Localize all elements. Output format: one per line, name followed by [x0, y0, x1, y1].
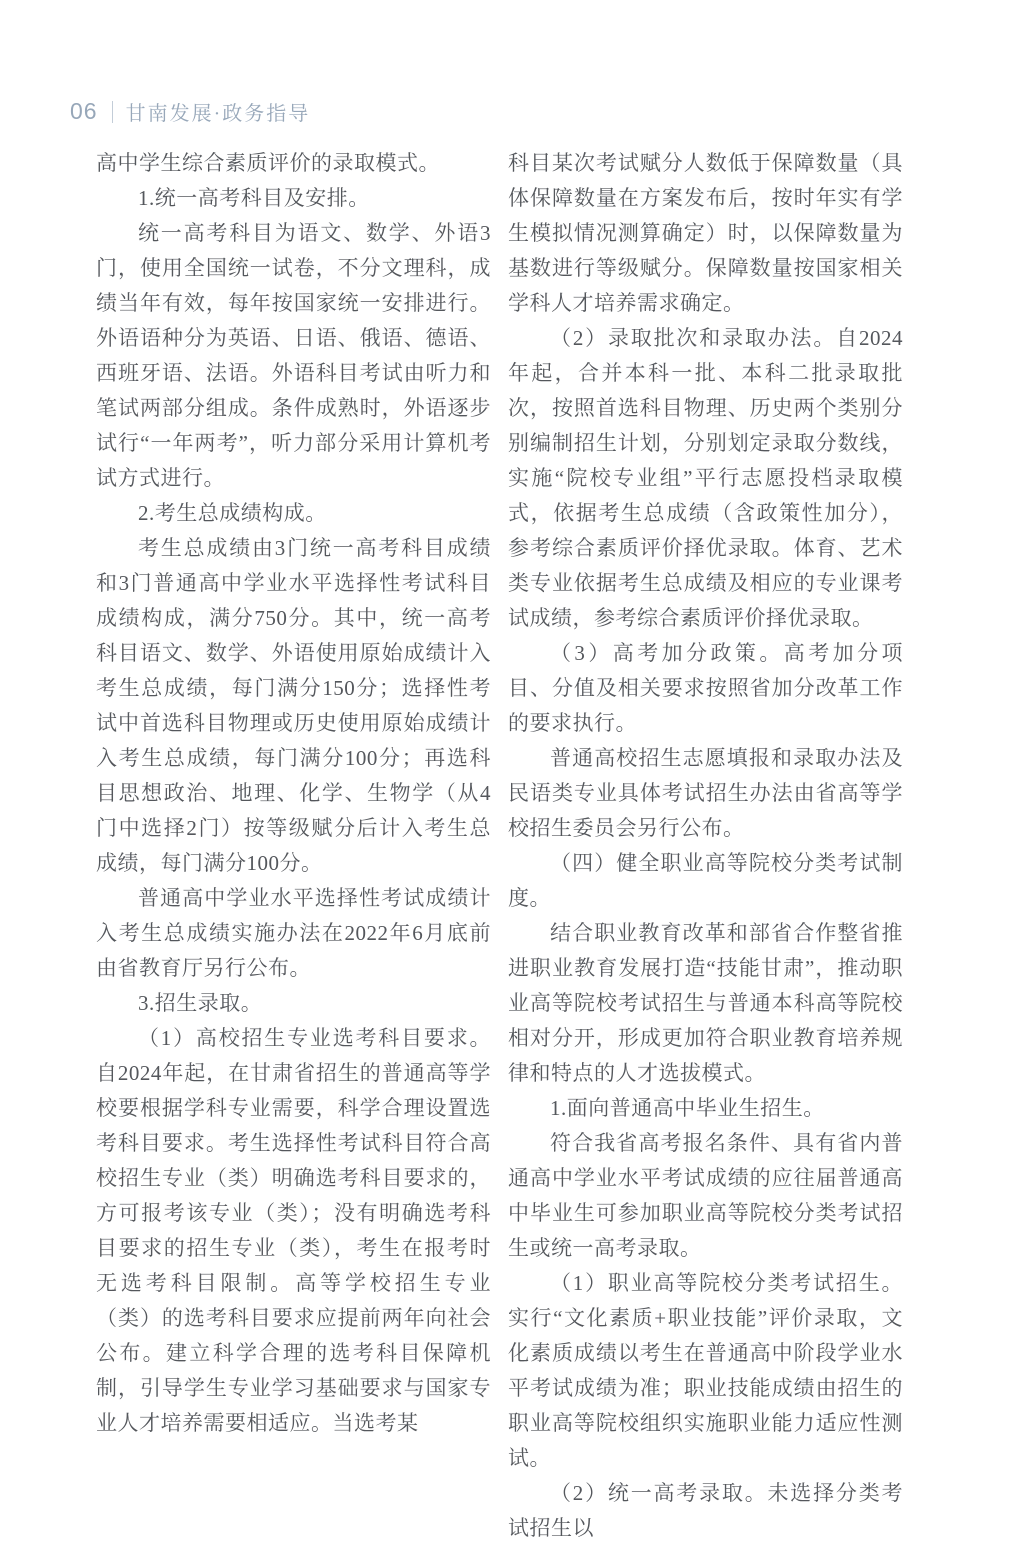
left-column — [96, 146, 491, 1546]
paragraph: 2.考生总成绩构成。 — [138, 501, 327, 525]
paragraph: （1）职业高等院校分类考试招生。实行“文化素质+职业技能”评价录取，文化素质成绩以考生在普通高中阶段学业水平考试成绩为准；职业技能成绩由招生的职业高等院校组织实施职业能力适应性测试。 — [508, 1271, 903, 1470]
paragraph: （四）健全职业高等院校分类考试制度。 — [508, 851, 903, 910]
paragraph: 1.面向普通高中毕业生招生。 — [550, 1096, 825, 1120]
header-divider — [112, 101, 113, 123]
header-section-title: 甘南发展·政务指导 — [125, 103, 311, 125]
paragraph: （2）录取批次和录取办法。自2024年起，合并本科一批、本科二批录取批次，按照首选科目物理、历史两个类别分别编制招生计划，分别划定录取分数线，实施“院校专业组”平行志愿投档录取模式，依据考生总成绩（含政策性加分），参考综合素质评价择优录取。体育、艺术类专业依据考生总成绩及相应的专业课考试成绩，参考综合素质评价择优录取。 — [508, 326, 903, 630]
paragraph: （2）统一高考录取。未选择分类考试招生以 — [508, 1481, 903, 1540]
two-column-body — [96, 146, 902, 1546]
paragraph: 普通高中学业水平选择性考试成绩计入考生总成绩实施办法在2022年6月底前由省教育厅另行公布。 — [96, 886, 491, 980]
paragraph: 3.招生录取。 — [138, 991, 263, 1015]
paragraph: 1.统一高考科目及安排。 — [138, 186, 370, 210]
paragraph: 统一高考科目为语文、数学、外语3门，使用全国统一试卷，不分文理科，成绩当年有效，每年按国家统一安排进行。外语语种分为英语、日语、俄语、德语、西班牙语、法语。外语科目考试由听力和笔试两部分组成。条件成熟时，外语逐步试行“一年两考”，听力部分采用计算机考试方式进行。 — [96, 221, 491, 490]
paragraph: 结合职业教育改革和部省合作整省推进职业教育发展打造“技能甘肃”，推动职业高等院校考试招生与普通本科高等院校相对分开，形成更加符合职业教育培养规律和特点的人才选拔模式。 — [508, 921, 903, 1085]
paragraph: 符合我省高考报名条件、具有省内普通高中学业水平考试成绩的应往届普通高中毕业生可参加职业高等院校分类考试招生或统一高考录取。 — [508, 1131, 903, 1260]
paragraph: 科目某次考试赋分人数低于保障数量（具体保障数量在方案发布后，按时年实有学生模拟情况测算确定）时，以保障数量为基数进行等级赋分。保障数量按国家相关学科人才培养需求确定。 — [508, 151, 903, 315]
paragraph: （3）高考加分政策。高考加分项目、分值及相关要求按照省加分改革工作的要求执行。 — [508, 641, 903, 735]
paragraph: 普通高校招生志愿填报和录取办法及民语类专业具体考试招生办法由省高等学校招生委员会另行公布。 — [508, 746, 903, 840]
paragraph: （1）高校招生专业选考科目要求。自2024年起，在甘肃省招生的普通高等学校要根据学科专业需要，科学合理设置选考科目要求。考生选择性考试科目符合高校招生专业（类）明确选考科目要求的，方可报考该专业（类）；没有明确选考科目要求的招生专业（类），考生在报考时无选考科目限制。高等学校招生专业（类）的选考科目要求应提前两年向社会公布。建立科学合理的选考科目保障机制，引导学生专业学习基础要求与国家专业人才培养需要相适应。当选考某 — [96, 1026, 491, 1435]
right-column — [508, 146, 903, 1546]
page-header — [70, 97, 310, 126]
paragraph: 高中学生综合素质评价的录取模式。 — [96, 151, 440, 175]
paragraph: 考生总成绩由3门统一高考科目成绩和3门普通高中学业水平选择性考试科目成绩构成，满分750分。其中，统一高考科目语文、数学、外语使用原始成绩计入考生总成绩，每门满分150分；选择性考试中首选科目物理或历史使用原始成绩计入考生总成绩，每门满分100分；再选科目思想政治、地理、化学、生物学（从4门中选择2门）按等级赋分后计入考生总成绩，每门满分100分。 — [96, 536, 491, 875]
page-number: 06 — [70, 98, 98, 124]
